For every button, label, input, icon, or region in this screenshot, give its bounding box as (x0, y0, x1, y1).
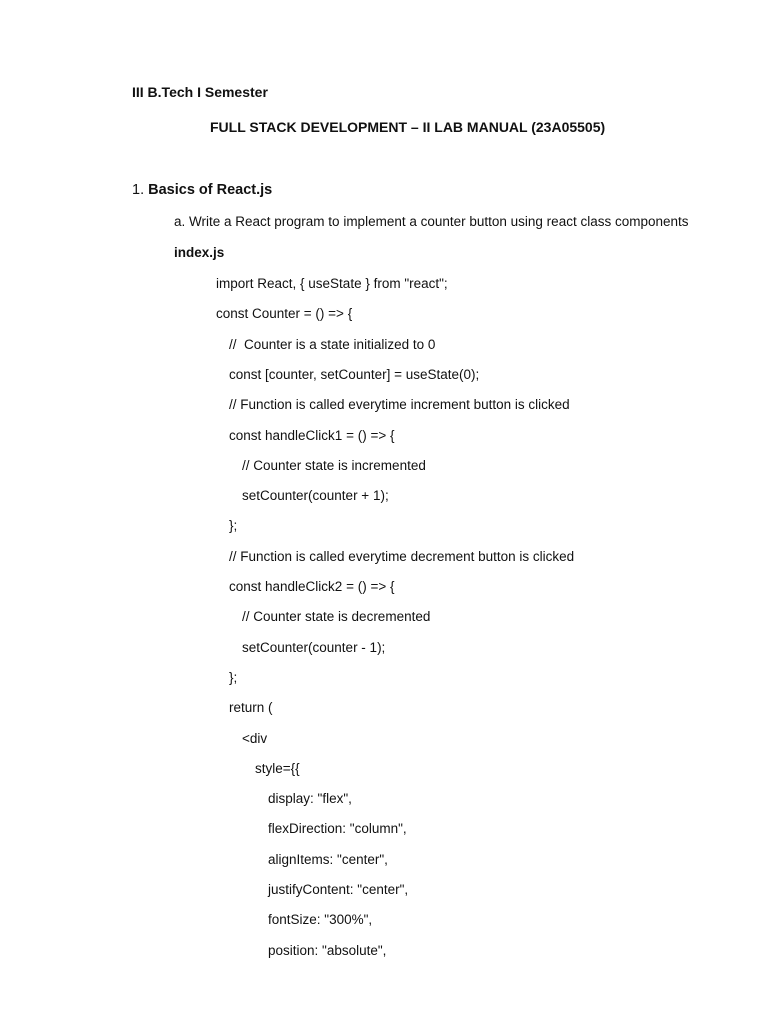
task-description: a. Write a React program to implement a counter button using react class components (174, 214, 689, 229)
code-line: display: "flex", (268, 791, 352, 807)
code-line: position: "absolute", (268, 942, 387, 958)
code-line: // Function is called everytime increment button is clicked (229, 397, 570, 413)
code-line: fontSize: "300%", (268, 912, 373, 928)
code-line: // Counter state is decremented (242, 609, 431, 625)
semester-label: III B.Tech I Semester (132, 84, 268, 100)
code-line: const handleClick2 = () => { (229, 579, 395, 594)
code-line: const handleClick1 = () => { (229, 427, 395, 443)
code-line: import React, { useState } from "react"; (216, 276, 448, 291)
code-line: flexDirection: "column", (268, 821, 407, 837)
code-line: style={{ (255, 760, 300, 776)
code-line: const Counter = () => { (216, 306, 353, 322)
section-title: Basics of React.js (148, 182, 273, 198)
code-line: setCounter(counter - 1); (242, 639, 386, 655)
code-line: }; (229, 669, 238, 685)
code-line: return ( (229, 700, 273, 716)
code-line: // Counter state is incremented (242, 457, 426, 473)
code-filename: index.js (174, 245, 225, 260)
code-line: // Counter is a state initialized to 0 (229, 336, 436, 352)
section-number: 1. (132, 182, 145, 198)
section-heading (132, 182, 272, 198)
code-line: const [counter, setCounter] = useState(0); (229, 366, 480, 382)
code-line: }; (229, 518, 238, 534)
code-line: setCounter(counter + 1); (242, 488, 389, 504)
code-line: <div (242, 730, 268, 746)
code-line: alignItems: "center", (268, 851, 388, 867)
code-line: justifyContent: "center", (268, 882, 409, 897)
page-title: FULL STACK DEVELOPMENT – II LAB MANUAL (23A05505) (210, 119, 606, 135)
code-line: // Function is called everytime decrement button is clicked (229, 548, 575, 564)
